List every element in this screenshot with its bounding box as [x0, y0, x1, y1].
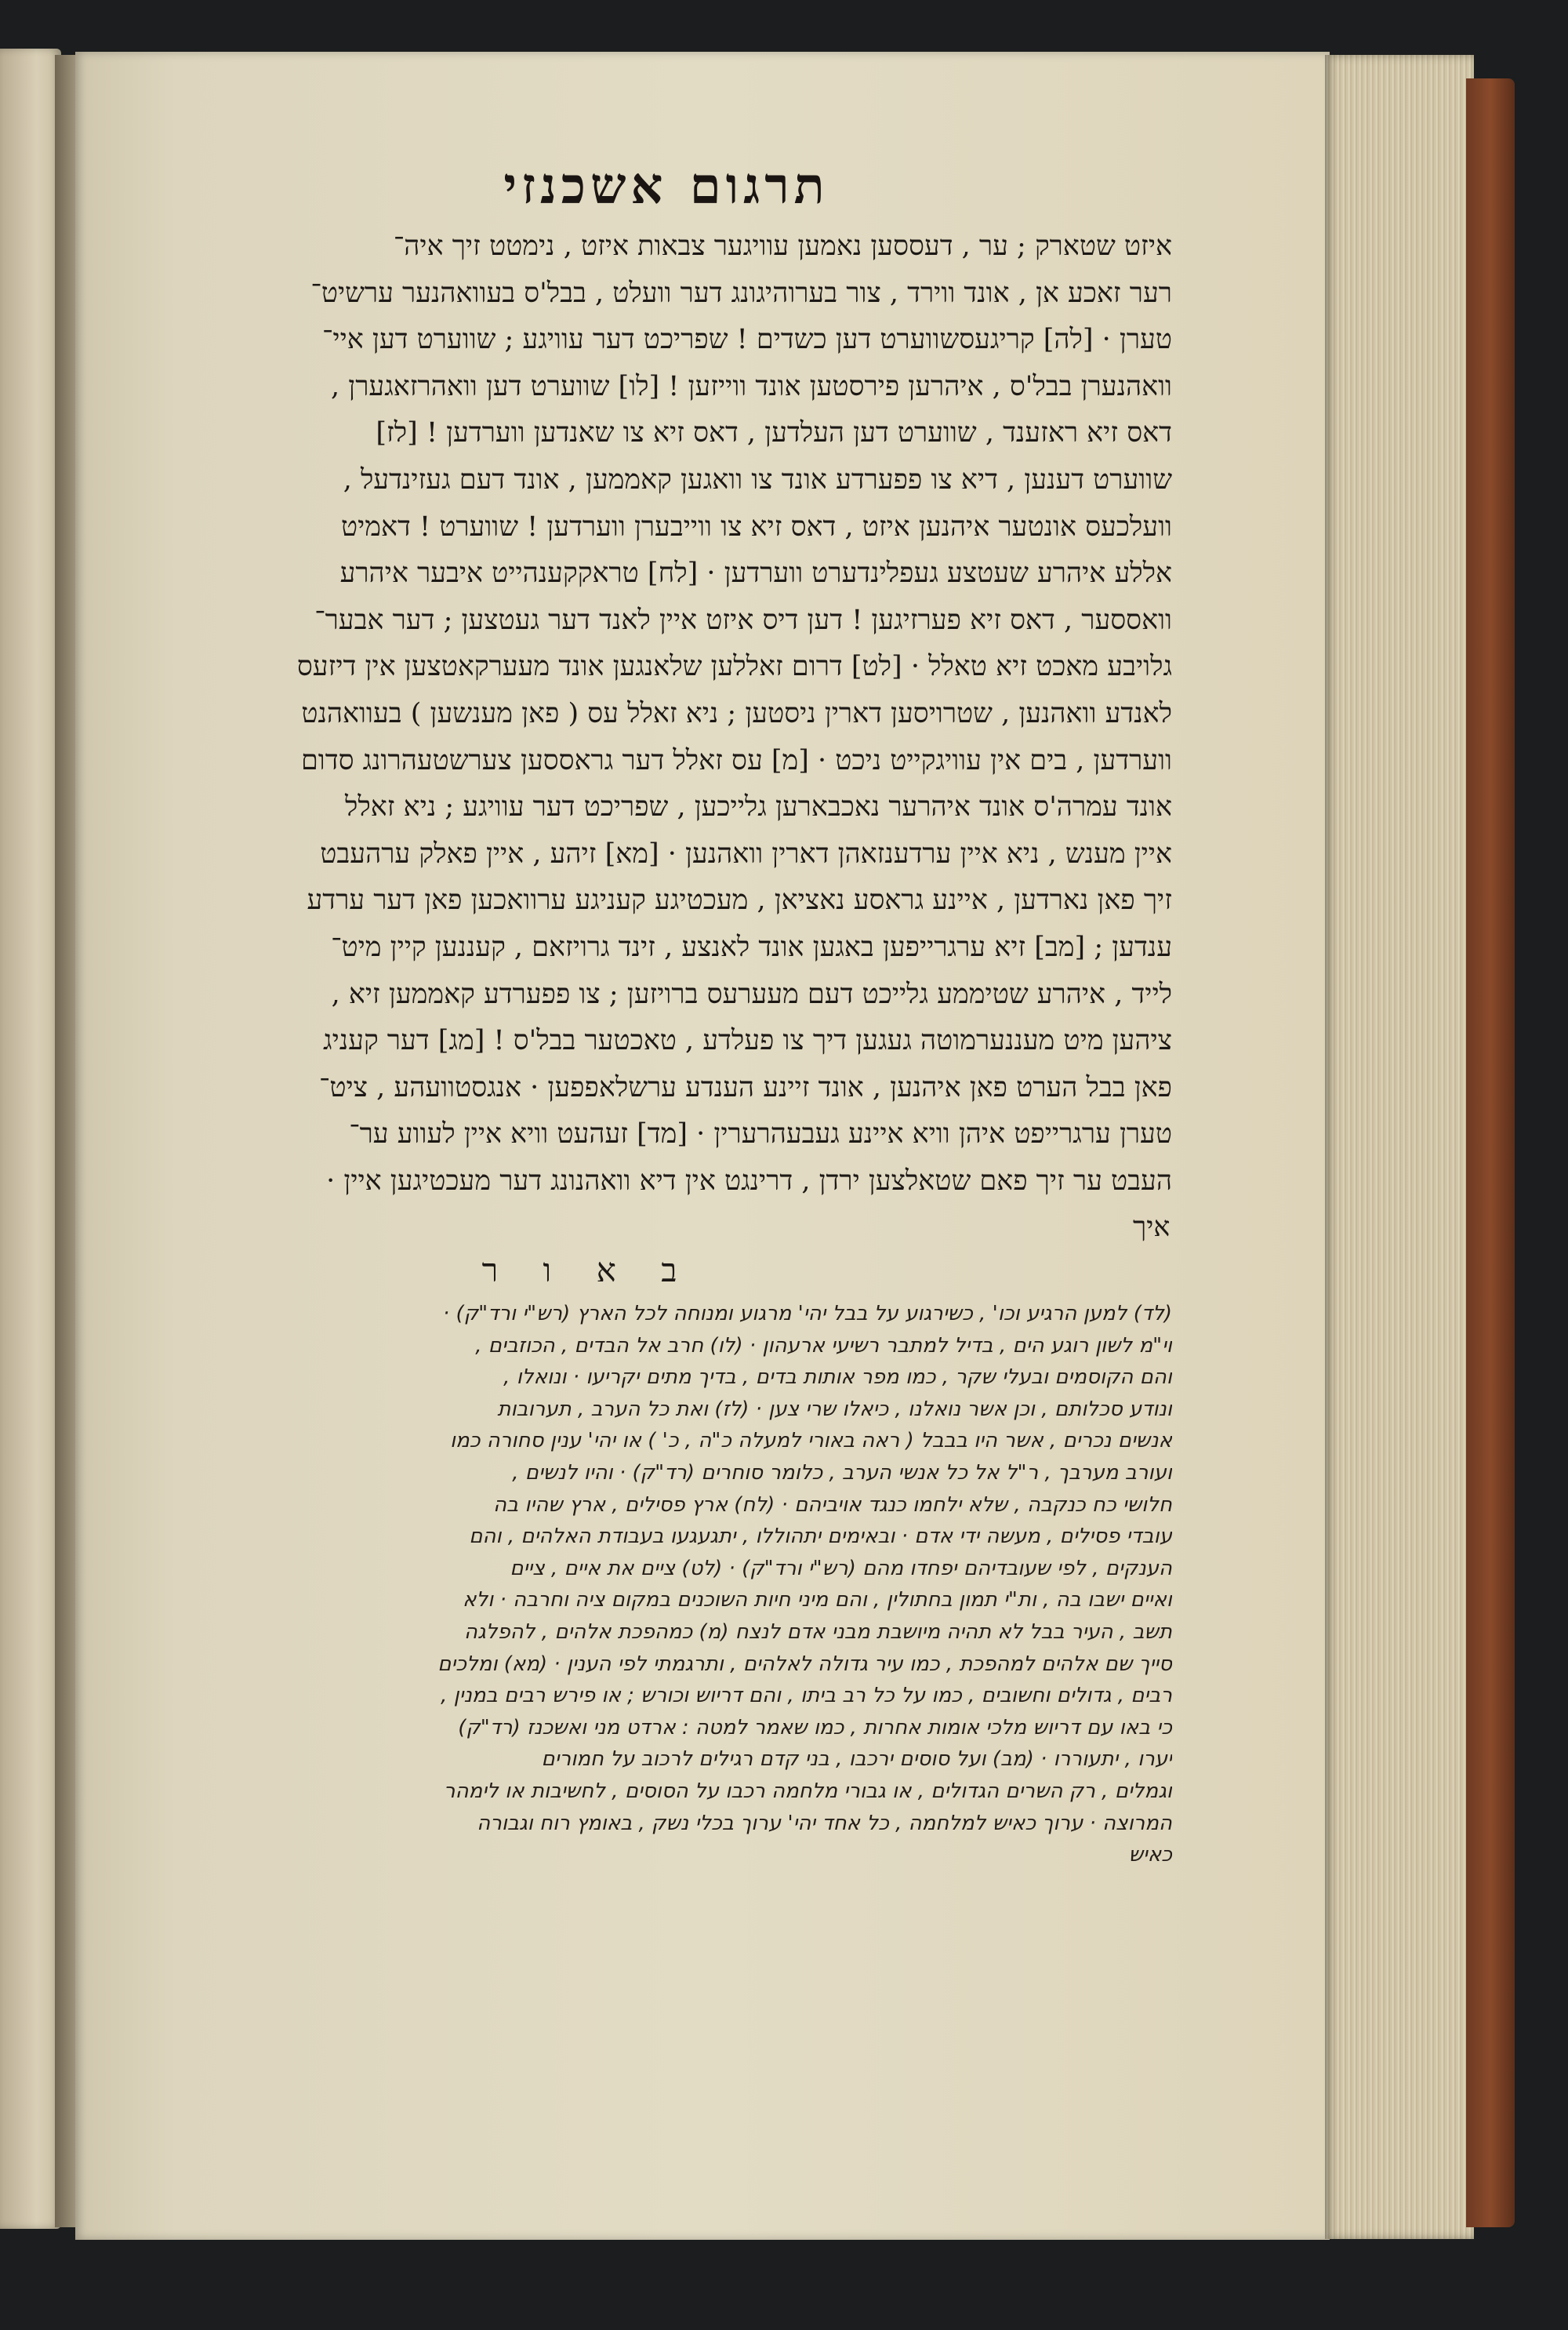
commentary-text — [98, 1298, 1172, 1871]
text-line: העבט ער זיך פאם שטאלצען ירדן , דרינגט אין דיא וואהנונג דער מעכטיגען איין · — [326, 1165, 1172, 1197]
commentary-line: והם הקוסמים ובעלי שקר , כמו מפר אותות בדים , בדיך מתים יקריעו · ונואלו , — [503, 1365, 1172, 1390]
text-line: איזט שטארק ; ער , דעססען נאמען עוויגער צבאות איזט , נימטט זיך איה־ — [393, 231, 1172, 262]
text-line: גלויבע מאכט זיא טאלל · [לט] דרום זאללען שלאנגען אונד מעערקאטצען אין דיזעס — [296, 651, 1172, 683]
facing-page-edge — [0, 49, 61, 2229]
commentary-line: חלושי כח כנקבה , שלא ילחמו כנגד אויביהם · (לח) ארץ פסילים , ארץ שהיו בה — [493, 1492, 1172, 1517]
commentary-line: סייך שם אלהים למהפכת , כמו עיר גדולה לאלהים , ותרגמתי לפי הענין · (מא) ומלכים — [437, 1652, 1172, 1676]
commentary-line: וגמלים , רק השרים הגדולים , או גבורי מלחמה רכבו על הסוסים , לחשיבות או לימהר — [443, 1779, 1172, 1803]
commentary-line: תשב , העיר בבל לא תהיה מיושבת מבני אדם לנצח (מ) כמהפכת אלהים , להפלגה — [464, 1619, 1172, 1644]
text-line: ווערדען , בים אין עוויגקייט ניכט · [מ] עס זאלל דער גראססען צערשטעהרונג סדום — [300, 744, 1172, 776]
text-line: ציהען מיט מעננערמוטה געגען דיך צו פעלדע , טאכטער בבל'ס ! [מג] דער קעניג — [323, 1025, 1172, 1057]
commentary-line: (לד) למען הרגיע וכו' , כשירגוע על בבל יהי' מרגוע ומנוחה לכל הארץ (רש"י ורד"ק) · — [443, 1302, 1172, 1325]
commentary-line: ואיים ישבו בה , ות"י תמון בחתולין , והם מיני חיות השוכנים במקום ציה וחרבה · ולא — [463, 1588, 1172, 1612]
text-line: וואססער , דאס זיא פערזיגען ! דען דיס איזט איין לאנד דער געטצען ; דער אבער־ — [314, 604, 1172, 636]
page-title: תרגום אשכנזי — [503, 157, 829, 216]
commentary-line: הענקים , לפי שעובדיהם יפחדו מהם (רש"י ורד"ק) · (לט) ציים את איים , ציים — [510, 1556, 1172, 1580]
text-line: פאן בבל הערט פאן איהנען , אונד זיינע הענדע ערשלאפפען · אנגסטוועהע , ציט־ — [318, 1071, 1172, 1103]
text-line: אונד עמרה'ס אונד איהרער נאכבארען גלייכען , שפריכט דער עוויגע ; ניא זאלל — [345, 791, 1172, 823]
catchword: איך — [1133, 1212, 1171, 1243]
commentary-line: רבים , גדולים וחשובים , כמו על כל רב ביתו , והם דריוש וכורש ; או פירש רבים במנין , — [441, 1684, 1172, 1708]
text-line: רער זאכע אן , אונד ווירד , צור בערוהיגונג דער וועלט , בבל'ס בעוואהנער ערשיט־ — [310, 277, 1172, 309]
book-cover-edge — [1466, 78, 1515, 2227]
commentary-line: כאיש — [1128, 1843, 1172, 1867]
page-block-edge — [1325, 55, 1474, 2239]
commentary-line: עובדי פסילים , מעשה ידי אדם · ובאימים יתהוללו , יתגעגעו בעבודת האלהים , והם — [469, 1525, 1172, 1549]
text-line: ענדען ; [מב] זיא ערגרייפען באגען אונד לאנצע , זינד גרויזאם , קעננען קיין מיט־ — [331, 931, 1172, 963]
text-line: לייד , איהרע שטיממע גלייכט דעם מעערעס ברויזען ; צו פפערדע קאממען זיא , — [331, 978, 1172, 1010]
text-line: דאס זיא ראזענד , שווערט דען העלדען , דאס זיא צו שאנדען ווערדען ! [לז] — [376, 417, 1172, 449]
text-line: וואהנערן בבל'ס , איהרען פירסטען אונד ווייזען ! [לו] שווערט דען וואהרזאגערן , — [331, 370, 1172, 402]
text-line: וועלכעס אונטער איהנען איזט , דאס זיא צו ווייבערן ווערדען ! שווערט ! דאמיט — [340, 511, 1172, 543]
text-line: לאנדע וואהנען , שטרויסען דארין ניסטען ; ניא זאלל עס ( פאן מענשען ) בעוואהנט — [301, 697, 1172, 729]
translation-text — [98, 224, 1172, 1205]
commentary-line: וי"מ לשון רוגע הים , בדיל למתבר רשיעי ארעהון · (לו) חרב אל הבדים , הכוזבים , — [475, 1333, 1172, 1358]
commentary-line: המרוצה · ערוך כאיש למלחמה , כל אחד יהי' ערוך בכלי נשק , באומץ רוח וגבורה — [477, 1811, 1172, 1835]
text-line: איין מענש , ניא איין ערדענזאהן דארין וואהנען · [מא] זיהע , איין פאלק ערהעבט — [320, 838, 1172, 870]
commentary-line: כי באו עם דריוש מלכי אומות אחרות , כמו שאמר למטה : ארדט מני ואשכנז (רד"ק) — [458, 1715, 1172, 1739]
text-line: זיך פאן נארדען , איינע גראסע נאציאן , מעכטיגע קעניגע ערוואכען פאן דער ערדע — [307, 885, 1172, 917]
text-line: אללע איהרע שעטצע געפלינדערט ווערדען · [לח] טראקקענהייט איבער איהרע — [339, 558, 1172, 590]
commentary-line: אנשים נכרים , אשר היו בבבל ( ראה באורי למעלה כ"ה , כ' ) או יהי' ענין סחורה כמו — [450, 1429, 1172, 1453]
commentary-line: יערו , יתעוררו · (מב) ועל סוסים ירכבו , בני קדם רגילים לרכוב על חמורים — [541, 1747, 1172, 1772]
commentary-title: ב א ו ר — [481, 1251, 695, 1289]
commentary-line: ונודע סכלותם , וכן אשר נואלנו , כיאלו שרי צען · (לז) ואת כל הערב , תערובות — [497, 1397, 1172, 1421]
text-line: טערן · [לה] קריגעסשווערט דען כשדים ! שפריכט דער עוויגע ; שווערט דען איי־ — [322, 324, 1172, 356]
text-line: שווערט דענען , דיא צו פפערדע אונד צו וואגען קאממען , אונד דעם געזינדעל , — [343, 463, 1172, 496]
text-line: טערן ערגרייפט איהן וויא איינע געבעהרערין · [מד] זעהעט וויא איין לעווע ער־ — [349, 1118, 1172, 1150]
commentary-line: ועורב מערבך , ר"ל אל כל אנשי הערב , כלומר סוחרים (רד"ק) · והיו לנשים , — [512, 1460, 1172, 1485]
